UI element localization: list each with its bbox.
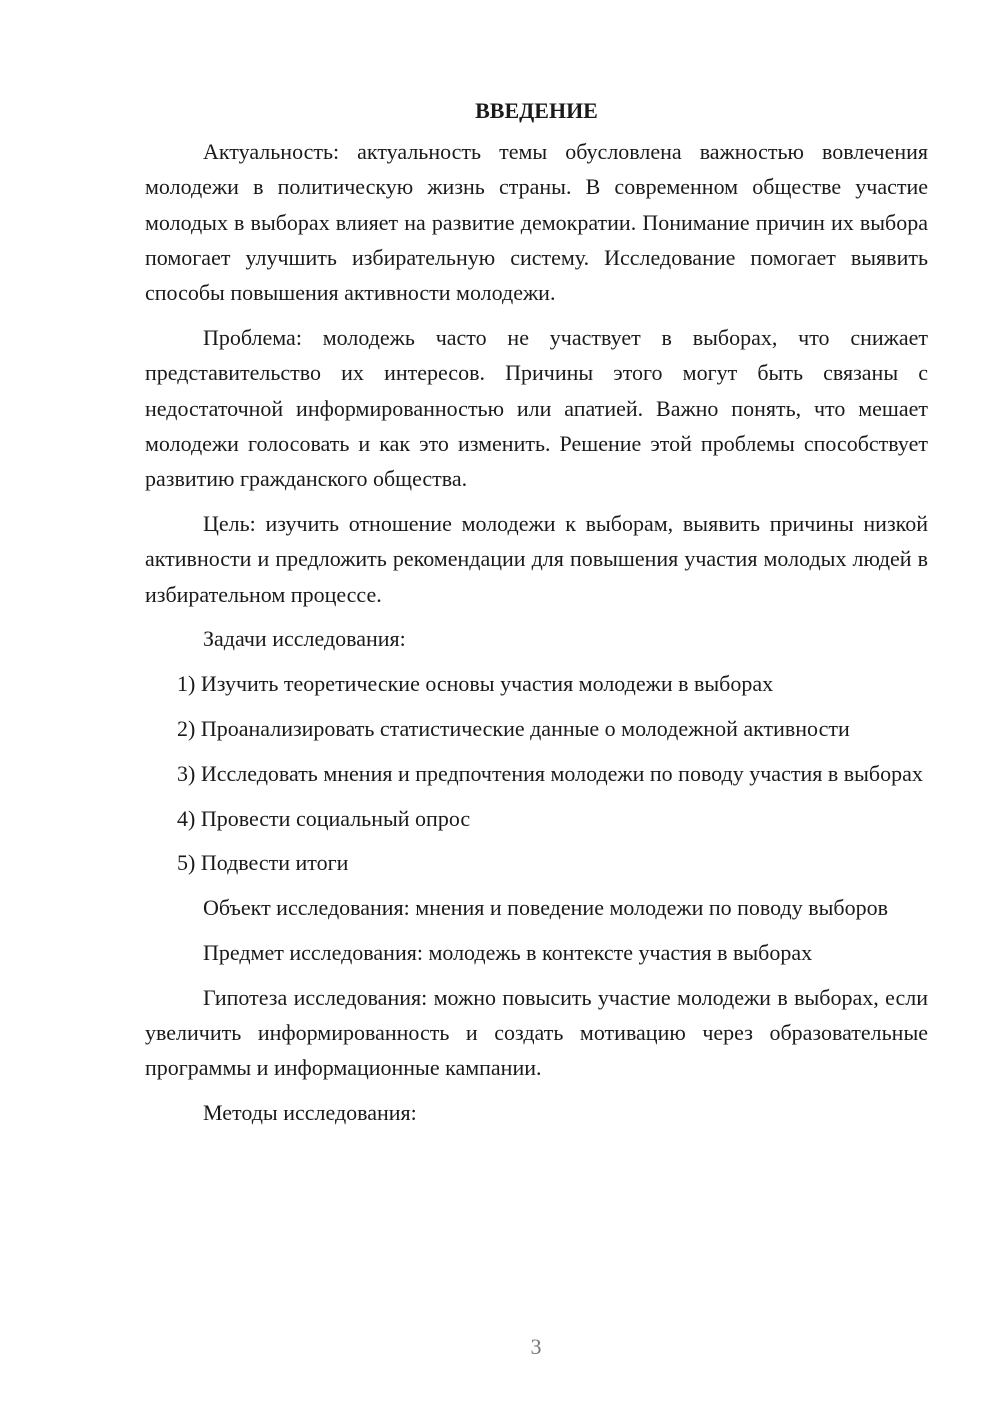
task-item: 1) Изучить теоретические основы участия молодежи в выборах — [177, 671, 774, 697]
problem-paragraph: Проблема: молодежь часто не участвует в выборах, что снижает представительство их интересов. Причины этого могут быть связаны с недостаточной информированностью или апатией. Важно понять, что мешает молодежи голосовать и как это изменить. Решение этой проблемы способствует развитию гражданского общества. — [145, 324, 928, 492]
hypothesis-paragraph: Гипотеза исследования: можно повысить участие молодежи в выборах, если увеличить информированность и создать мотивацию через образовательные программы и информационные кампании. — [145, 984, 928, 1081]
document-title: ВВЕДЕНИЕ — [475, 98, 598, 123]
object-paragraph: Объект исследования: мнения и поведение молодежи по поводу выборов — [203, 895, 888, 921]
task-item: 2) Проанализировать статистические данные о молодежной активности — [177, 715, 850, 741]
goal-paragraph: Цель: изучить отношение молодежи к выборам, выявить причины низкой активности и предложить рекомендации для повышения участия молодых людей в избирательном процессе. — [145, 510, 928, 607]
page-number: 3 — [530, 1334, 542, 1359]
document-page — [145, 96, 928, 1130]
subject-paragraph: Предмет исследования: молодежь в контексте участия в выборах — [203, 939, 813, 965]
task-item: 5) Подвести итоги — [177, 850, 349, 876]
task-item: 4) Провести социальный опрос — [177, 805, 471, 831]
methods-heading: Методы исследования: — [203, 1100, 417, 1126]
tasks-heading: Задачи исследования: — [203, 626, 406, 652]
task-item: 3) Исследовать мнения и предпочтения молодежи по поводу участия в выборах — [177, 760, 923, 786]
relevance-paragraph: Актуальность: актуальность темы обусловлена важностью вовлечения молодежи в политическую жизнь страны. В современном обществе участие молодых в выборах влияет на развитие демократии. Понимание причин их выбора помогает улучшить избирательную систему. Исследование помогает выявить способы повышения активности молодежи. — [145, 139, 928, 306]
